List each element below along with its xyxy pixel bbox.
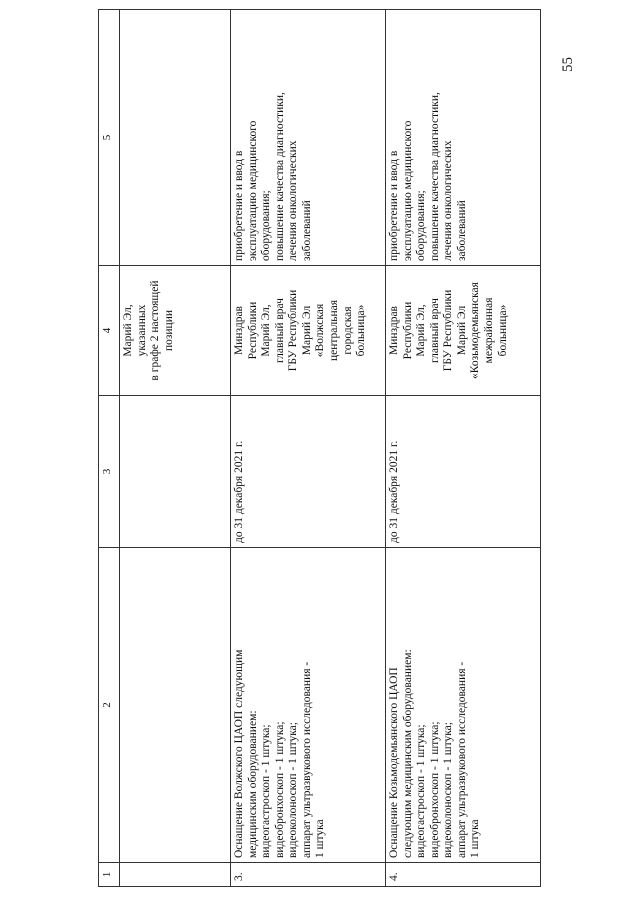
- description-line: Оснащение Козьмодемьянского ЦАОП: [388, 667, 400, 858]
- responsible-line: главный врач: [273, 298, 286, 363]
- expected-result: [386, 10, 541, 266]
- responsible-line: больница»: [355, 304, 368, 357]
- column-header-4: 4: [99, 266, 120, 396]
- description-line: следующим медицинским оборудованием:: [401, 649, 414, 858]
- responsible-line: ГБУ Республики: [287, 289, 300, 372]
- description-line: видеогастроскоп - 1 штука;: [260, 724, 273, 858]
- responsible-line: главный врач: [428, 298, 441, 363]
- continuation-num-cell: [120, 863, 231, 887]
- column-header-5: 5: [99, 10, 120, 266]
- responsible: [231, 266, 386, 396]
- column-header-1: 1: [99, 863, 120, 887]
- responsible-line: «Волжская: [314, 303, 327, 358]
- responsible-line: в графе 2 настоящей: [149, 280, 162, 381]
- description-line: медицинским оборудованием:: [246, 710, 259, 858]
- result-line: заболеваний: [300, 200, 313, 261]
- responsible-line: указанных: [135, 304, 148, 357]
- responsible-line: больница»: [496, 304, 509, 357]
- description-line: видеоколоноскоп - 1 штука;: [287, 722, 300, 858]
- result-line: заболеваний: [455, 200, 468, 261]
- rotated-sheet: [98, 10, 598, 887]
- description-line: видеобронхоскоп - 1 штука;: [273, 721, 286, 858]
- responsible-line: Марий Эл: [300, 305, 313, 356]
- result-line: лечения онкологических: [442, 140, 455, 261]
- result-line: повышение качества диагностики,: [428, 92, 441, 261]
- responsible-line: городская: [341, 306, 354, 355]
- responsible-line: Республики: [401, 301, 414, 360]
- description-line: видеоколоноскоп - 1 штука;: [442, 722, 455, 858]
- responsible-line: Марий Эл,: [415, 304, 428, 357]
- column-header-3: 3: [99, 396, 120, 548]
- description-line: аппарат ультразвукового исследования -: [300, 661, 313, 858]
- responsible-line: позиции: [162, 309, 175, 352]
- continuation-desc-cell: [120, 548, 231, 863]
- result-line: эксплуатацию медицинского: [246, 120, 259, 261]
- deadline: до 31 декабря 2021 г.: [386, 396, 541, 548]
- table-row: [231, 10, 386, 887]
- continuation-row: [120, 10, 231, 887]
- header-row: [99, 10, 120, 887]
- continuation-responsible-cell: [120, 266, 231, 396]
- expected-result: [231, 10, 386, 266]
- result-line: эксплуатацию медицинского: [401, 120, 414, 261]
- responsible-line: «Козьмодемьянская: [469, 282, 482, 379]
- result-line: приобретение и ввод в: [233, 150, 245, 261]
- continuation-result-cell: [120, 10, 231, 266]
- measure-description: [386, 548, 541, 863]
- result-line: лечения онкологических: [287, 140, 300, 261]
- result-line: приобретение и ввод в: [388, 150, 400, 261]
- description-line: 1 штука: [469, 819, 482, 858]
- description-line: Оснащение Волжского ЦАОП следующим: [233, 649, 245, 858]
- table-row: [386, 10, 541, 887]
- responsible-line: Марий Эл,: [122, 304, 134, 357]
- measure-description: [231, 548, 386, 863]
- responsible: [386, 266, 541, 396]
- responsible-line: ГБУ Республики: [442, 289, 455, 372]
- page-number: 55: [560, 57, 576, 72]
- responsible-line: Минздрав: [233, 306, 245, 356]
- responsible-line: Марий Эл,: [260, 304, 273, 357]
- result-line: оборудования;: [415, 190, 428, 261]
- description-line: видеогастроскоп - 1 штука;: [415, 724, 428, 858]
- continuation-deadline-cell: [120, 396, 231, 548]
- row-number: 3.: [231, 863, 386, 887]
- row-number: 4.: [386, 863, 541, 887]
- responsible-line: Республики: [246, 301, 259, 360]
- responsible-line: центральная: [327, 299, 340, 362]
- description-line: 1 штука: [314, 819, 327, 858]
- measures-table: [98, 9, 541, 887]
- description-line: видеобронхоскоп - 1 штука;: [428, 721, 441, 858]
- column-header-2: 2: [99, 548, 120, 863]
- deadline: до 31 декабря 2021 г.: [231, 396, 386, 548]
- description-line: аппарат ультразвукового исследования -: [455, 661, 468, 858]
- responsible-line: Марий Эл: [455, 305, 468, 356]
- result-line: оборудования;: [260, 190, 273, 261]
- result-line: повышение качества диагностики,: [273, 92, 286, 261]
- responsible-line: межрайонная: [482, 297, 495, 364]
- responsible-line: Минздрав: [388, 306, 400, 356]
